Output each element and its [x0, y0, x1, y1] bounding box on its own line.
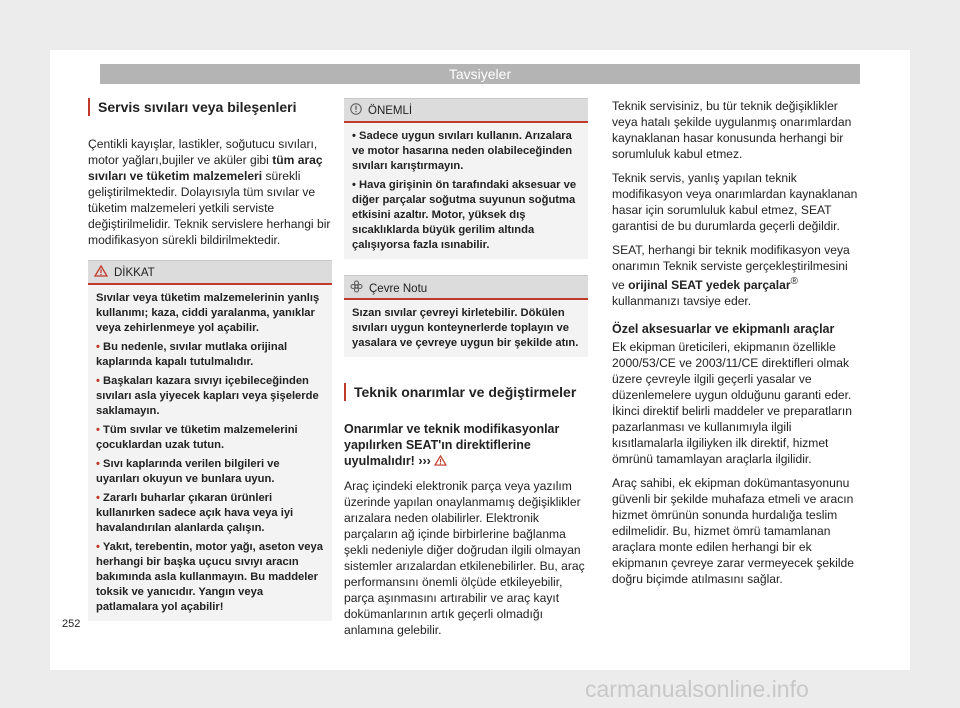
info-circle-icon	[350, 103, 362, 119]
flower-icon	[350, 280, 363, 297]
col3-paragraph-4: Ek ekipman üreticileri, ekipmanın özellikle 2000/53/CE ve 2003/11/CE direktifleri olmak üzere çevreyle ilgili geçerli yasalar ve düzenlemelere uygun olduğunu garanti eder. İkinci direktif belirli maddeler ve preparatların pazarlanması ve kullanımıyla ilgili kısıtlamalarla ilgiliyken ilk direktif, hizmet ömrünü tamamlayan araçlarla ilgilidir.	[612, 340, 852, 467]
page-number: 252	[62, 618, 81, 630]
column-1	[88, 98, 332, 621]
important-box	[344, 98, 588, 259]
warning-box	[88, 260, 332, 621]
col3-paragraph-2: Teknik servis, yanlış yapılan teknik modifikasyon veya onarımlardan kaynaklanan hasar için sorumluluk kabul etmez, SEAT garantisi de bu durumlarda geçerli değildir.	[612, 171, 858, 233]
watermark: carmanualsonline.info	[585, 676, 809, 702]
section-title-servis: Servis sıvıları veya bileşenleri	[88, 98, 332, 116]
intro-paragraph: Çentikli kayışlar, lastikler, soğutucu sıvıları, motor yağları,bujiler ve aküler gibi tüm araç sıvıları ve tüketim malzemeleri sürekli geliştirilmektedir. Dolayısıyla tüm sıvılar ve tüketim malzemeleri yetkili serviste değiştirilmelidir. Teknik servislere herhangi bir modifikasyon sürekli bildirilmektedir.	[88, 137, 331, 247]
warning-bullet: • Sıvı kaplarında verilen bilgileri ve uyarıları okuyun ve bunlara uyun.	[96, 458, 280, 485]
col3-paragraph-5: Araç sahibi, ek ekipman dokümantasyonunu güvenli bir şekilde muhafaza etmeli ve aracın hizmet ömrünün sonunda hurdalığa teslim edilmelidir. Bu, hizmet ömrü tamamlanan araçlara monte edilen herhangi bir ek ekipmanın çevreye zarar vermeyecek şekilde doğru biçimde atılmasını sağlar.	[612, 476, 854, 587]
environment-body: Sızan sıvılar çevreyi kirletebilir. Dökülen sıvıları uygun konteynerlerde toplayın ve yasalara ve çevreye uygun bir şekilde atın.	[344, 300, 588, 357]
warning-bullet: • Başkaları kazara sıvıyı içebileceğinden sıvıları asla yiyecek kapları veya şişelerde saklamayın.	[96, 375, 319, 417]
col3-paragraph-3: SEAT, herhangi bir teknik modifikasyon veya onarımın Teknik serviste gerçekleştirilmesini ve orijinal SEAT yedek parçalar® kullanmanızı tavsiye eder.	[612, 243, 850, 309]
important-header: ÖNEMLİ	[344, 99, 588, 121]
teknik-paragraph: Araç içindeki elektronik parça veya yazılım üzerinde yapılan onaylanmamış değişiklikler arızalara neden olabilirler. Elektronik parçaların ağ içinde birbirlerine bağlanma şekli nedeniyle diğer doğrudan ilgili olmayan sistemler arızalardan etkilenebilirler. Bu, araç performansını önemli ölçüde etkileyebilir, parça aşınmasını artırabilir ve araç kayıt dokümanlarının artık geçerli olmadığı anlamına gelebilir.	[344, 478, 585, 637]
warning-intro: Sıvılar veya tüketim malzemelerinin yanlış kullanımı; kaza, ciddi yaralanma, yanıklar veya zehirlenmeye yol açabilir.	[96, 292, 320, 334]
reference-arrows: ›››	[418, 454, 431, 468]
environment-box	[344, 275, 588, 357]
warning-triangle-icon	[94, 265, 108, 281]
col3-paragraph-1: Teknik servisiniz, bu tür teknik değişiklikler veya hatalı şekilde uygulanmış onarımlardan kaynaklanan hasar konusunda herhangi bir sorumluluk kabul etmez.	[612, 99, 852, 161]
warning-header: DİKKAT	[88, 261, 332, 283]
environment-header: Çevre Notu	[344, 276, 588, 298]
warning-triangle-icon	[434, 454, 447, 470]
section-title-teknik: Teknik onarımlar ve değiştirmeler	[344, 383, 588, 401]
column-3	[612, 98, 862, 595]
warning-bullet: • Yakıt, terebentin, motor yağı, aseton veya herhangi bir başka uçucu sıvıyı aracın bakımında asla kullanmayın. Bu maddeler toksik ve yanıcıdır. Yangın veya patlamalara yol açabilir!	[96, 541, 323, 613]
important-bullet: • Sadece uygun sıvıları kullanın. Arızalara ve motor hasarına neden olabileceğinden sıvıları karıştırmayın.	[352, 130, 573, 172]
warning-body	[88, 285, 332, 621]
teknik-subhead: Onarımlar ve teknik modifikasyonlar yapılırken SEAT'ın direktiflerine uyulmalıdır! ›››	[344, 422, 560, 468]
warning-bullet: • Bu nedenle, sıvılar mutlaka orijinal kaplarında kapalı tutulmalıdır.	[96, 341, 288, 368]
column-2	[344, 98, 588, 646]
warning-bullet: • Zararlı buharlar çıkaran ürünleri kullanırken sadece açık hava veya iyi havalandırılan alanlarda çalışın.	[96, 492, 294, 534]
section-header: Tavsiyeler	[100, 64, 860, 84]
important-bullet: • Hava girişinin ön tarafındaki aksesuar ve diğer parçalar soğutma suyunun soğutma etkisini azaltır. Motor, yüksek dış sıcaklıklarda büyük gerilim altında çalışıyorsa fazla ısınabilir.	[352, 179, 577, 251]
important-body	[344, 123, 588, 259]
ozel-aksesuar-subhead: Özel aksesuarlar ve ekipmanlı araçlar	[612, 322, 835, 337]
warning-bullet: • Tüm sıvılar ve tüketim malzemelerini çocuklardan uzak tutun.	[96, 424, 298, 451]
